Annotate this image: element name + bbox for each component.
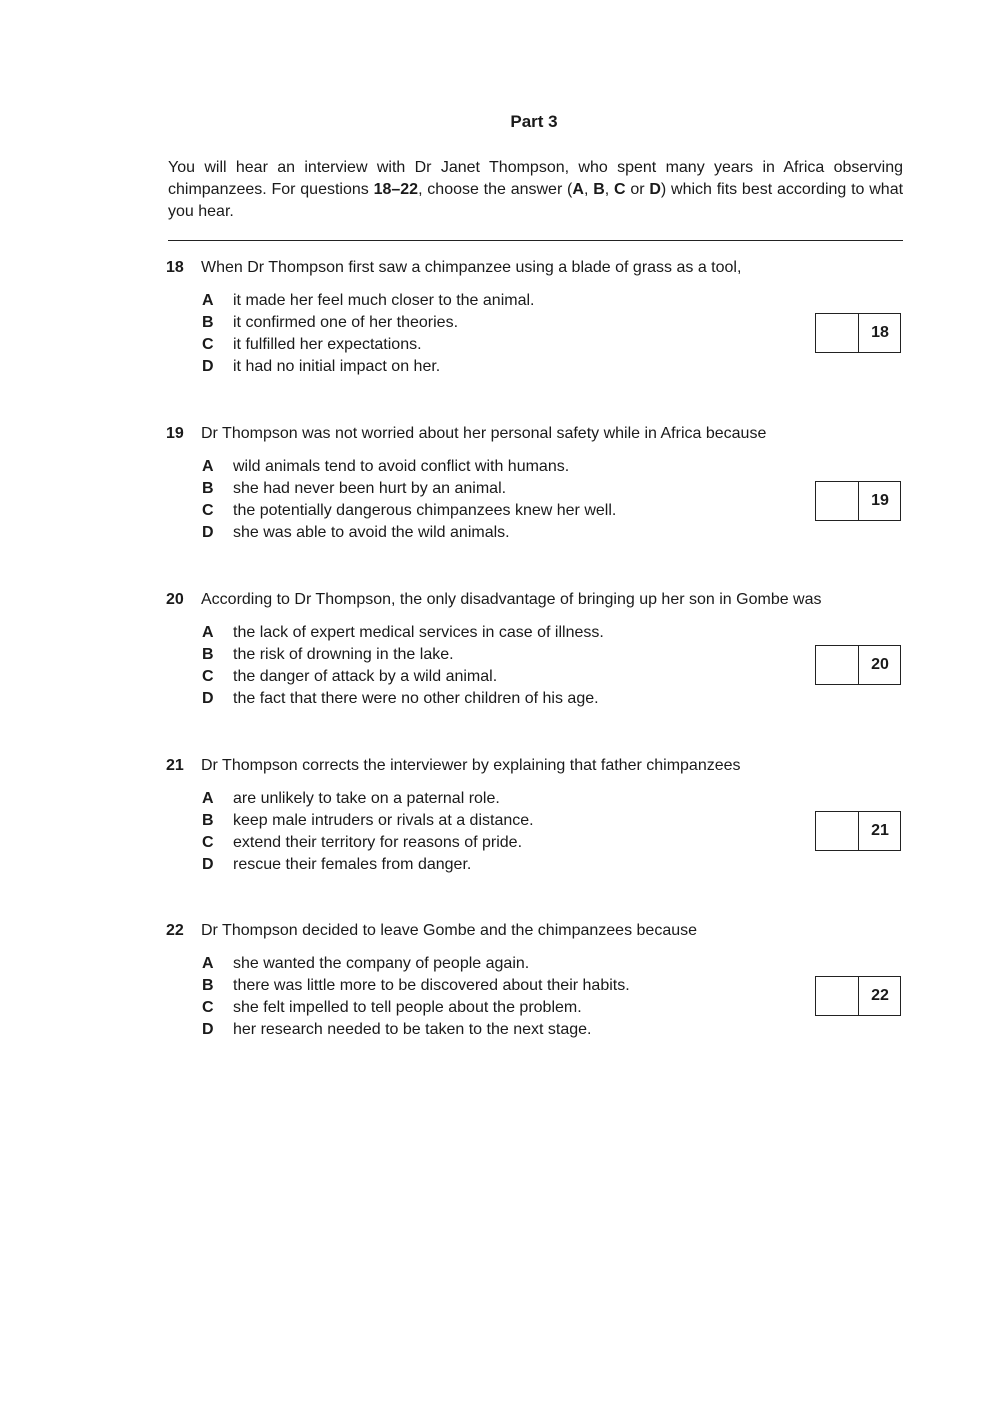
question-stem: Dr Thompson corrects the interviewer by explaining that father chimpanzees <box>201 757 741 774</box>
option-d <box>0 524 800 546</box>
option-a <box>0 790 800 812</box>
option-letter: B <box>202 646 214 663</box>
option-c <box>0 668 800 690</box>
separator: , <box>583 181 594 198</box>
option-letter: C <box>202 999 214 1016</box>
question-stem: Dr Thompson was not worried about her personal safety while in Africa because <box>201 425 767 442</box>
question-stem: According to Dr Thompson, the only disadvantage of bringing up her son in Gombe was <box>201 591 822 608</box>
option-letter: B <box>202 812 214 829</box>
answer-box-19[interactable] <box>815 481 901 521</box>
option-text: she felt impelled to tell people about the problem. <box>233 999 582 1016</box>
option-b <box>0 480 800 502</box>
letter-a: A <box>572 181 584 198</box>
question-range: 18–22 <box>373 181 419 198</box>
answer-box-20[interactable] <box>815 645 901 685</box>
option-a <box>0 955 800 977</box>
question-stem: When Dr Thompson first saw a chimpanzee using a blade of grass as a tool, <box>201 259 742 276</box>
answer-box-number: 18 <box>871 324 889 341</box>
option-b <box>0 314 800 336</box>
option-text: there was little more to be discovered about their habits. <box>233 977 630 994</box>
page-title: Part 3 <box>510 112 558 131</box>
question-number: 19 <box>166 425 184 442</box>
option-b <box>0 812 800 834</box>
answer-box-number: 20 <box>871 656 889 673</box>
option-text: the lack of expert medical services in case of illness. <box>233 624 604 641</box>
answer-field[interactable] <box>816 977 859 1015</box>
answer-box-number: 19 <box>871 492 889 509</box>
option-d <box>0 1021 800 1043</box>
option-c <box>0 834 800 856</box>
option-text: she wanted the company of people again. <box>233 955 530 972</box>
option-letter: A <box>202 790 214 807</box>
option-letter: D <box>202 358 214 375</box>
option-text: keep male intruders or rivals at a distance. <box>233 812 534 829</box>
question-number: 22 <box>166 922 184 939</box>
option-c <box>0 502 800 524</box>
option-letter: B <box>202 480 214 497</box>
option-letter: B <box>202 314 214 331</box>
option-c <box>0 336 800 358</box>
answer-field[interactable] <box>816 812 859 850</box>
option-b <box>0 646 800 668</box>
option-c <box>0 999 800 1021</box>
option-letter: D <box>202 524 214 541</box>
option-letter: D <box>202 1021 214 1038</box>
letter-b: B <box>593 181 605 198</box>
answer-box-number: 22 <box>871 987 889 1004</box>
option-text: she was able to avoid the wild animals. <box>233 524 510 541</box>
option-text: the risk of drowning in the lake. <box>233 646 454 663</box>
separator: , <box>604 181 614 198</box>
option-letter: D <box>202 690 214 707</box>
option-b <box>0 977 800 999</box>
option-d <box>0 690 800 712</box>
option-a <box>0 624 800 646</box>
option-letter: A <box>202 458 214 475</box>
option-letter: C <box>202 336 214 353</box>
answer-field[interactable] <box>816 314 859 352</box>
letter-c: C <box>613 181 626 198</box>
answer-box-number: 21 <box>871 822 889 839</box>
option-letter: C <box>202 668 214 685</box>
option-letter: C <box>202 834 214 851</box>
option-letter: C <box>202 502 214 519</box>
option-letter: B <box>202 977 214 994</box>
question-stem: Dr Thompson decided to leave Gombe and the chimpanzees because <box>201 922 698 939</box>
answer-box-22[interactable] <box>815 976 901 1016</box>
option-text: extend their territory for reasons of pride. <box>233 834 523 851</box>
instructions-text-1: You will hear an interview with Dr Janet Thompson, who spent many years in Africa observing chimpanzees. For questions <box>168 159 903 198</box>
option-text: the potentially dangerous chimpanzees knew her well. <box>233 502 617 519</box>
instructions <box>168 157 903 223</box>
option-text: her research needed to be taken to the next stage. <box>233 1021 592 1038</box>
option-text: the fact that there were no other children of his age. <box>233 690 599 707</box>
option-d <box>0 358 800 380</box>
separator: or <box>625 181 650 198</box>
option-letter: A <box>202 624 214 641</box>
answer-field[interactable] <box>816 482 859 520</box>
letter-d: D <box>649 181 661 198</box>
option-a <box>0 458 800 480</box>
instructions-text-2: , choose the answer ( <box>418 181 573 198</box>
option-text: the danger of attack by a wild animal. <box>233 668 498 685</box>
option-letter: A <box>202 955 214 972</box>
question-number: 18 <box>166 259 184 276</box>
answer-field[interactable] <box>816 646 859 684</box>
question-number: 21 <box>166 757 184 774</box>
question-number: 20 <box>166 591 184 608</box>
option-a <box>0 292 800 314</box>
option-text: it fulfilled her expectations. <box>233 336 422 353</box>
option-text: rescue their females from danger. <box>233 856 472 873</box>
option-text: are unlikely to take on a paternal role. <box>233 790 500 807</box>
option-text: she had never been hurt by an animal. <box>233 480 507 497</box>
divider-rule <box>168 240 903 241</box>
option-text: it had no initial impact on her. <box>233 358 441 375</box>
instructions-text-3: ) which fits best according to what you hear. <box>168 181 904 220</box>
option-d <box>0 856 800 878</box>
option-text: it confirmed one of her theories. <box>233 314 459 331</box>
answer-box-21[interactable] <box>815 811 901 851</box>
option-letter: A <box>202 292 214 309</box>
option-text: it made her feel much closer to the animal. <box>233 292 535 309</box>
option-text: wild animals tend to avoid conflict with humans. <box>233 458 570 475</box>
option-letter: D <box>202 856 214 873</box>
answer-box-18[interactable] <box>815 313 901 353</box>
